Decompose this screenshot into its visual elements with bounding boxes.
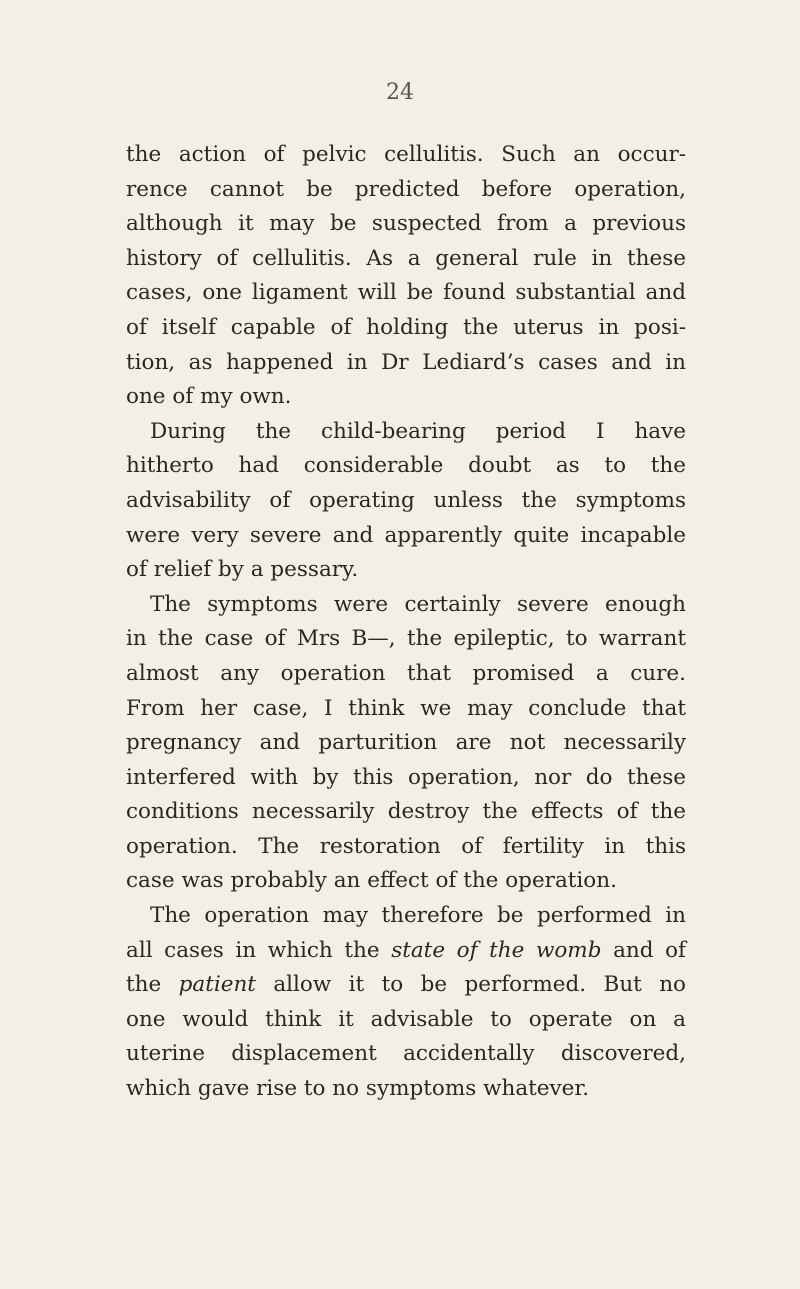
text-line: almost any operation that promised a cure. — [126, 660, 686, 686]
text-line: history of cellulitis. As a general rule in these — [126, 245, 686, 271]
text-line: in the case of Mrs B—, the epileptic, to warrant — [126, 626, 686, 652]
italic-text: patient — [178, 972, 256, 998]
text-line: tion, as happened in Dr Lediard’s cases and in — [126, 349, 686, 375]
text-line: interfered with by this operation, nor do these — [126, 764, 686, 790]
text-span: the — [126, 972, 179, 998]
body-text — [126, 138, 686, 1107]
text-line: From her case, I think we may conclude that — [126, 695, 686, 721]
text-line: the action of pelvic cellulitis. Such an occur- — [126, 142, 686, 167]
text-line: although it may be suspected from a previous — [126, 211, 686, 237]
italic-text: state of the womb — [391, 937, 602, 963]
text-line: The operation may therefore be performed in — [150, 903, 686, 929]
text-line: hitherto had considerable doubt as to the — [126, 453, 686, 479]
text-span: allow it to be performed. But no — [255, 972, 687, 998]
text-line: one of my own. — [126, 384, 292, 410]
text-line: case was probably an effect of the operation. — [126, 868, 617, 894]
text-line: which gave rise to no symptoms whatever. — [126, 1076, 590, 1102]
text-line: advisability of operating unless the symptoms — [126, 487, 686, 513]
text-line: During the child-bearing period I have — [150, 418, 686, 444]
text-line: operation. The restoration of fertility in this — [126, 833, 686, 859]
text-span: and of — [601, 937, 687, 963]
text-line: rence cannot be predicted before operation, — [126, 176, 686, 202]
text-line: one would think it advisable to operate on a — [126, 1006, 686, 1032]
text-line: of itself capable of holding the uterus in posi- — [126, 314, 686, 340]
text-line: pregnancy and parturition are not necessarily — [126, 730, 686, 756]
text-line — [126, 968, 686, 1003]
text-line: were very severe and apparently quite incapable — [126, 522, 686, 548]
paragraph — [126, 415, 686, 588]
text-span: all cases in which the — [126, 937, 392, 963]
text-line: cases, one ligament will be found substantial and — [126, 280, 686, 306]
text-line — [126, 934, 686, 969]
paragraph — [126, 899, 686, 1107]
page-number: 24 — [386, 80, 414, 105]
paragraph — [126, 588, 686, 899]
text-line: of relief by a pessary. — [126, 557, 359, 583]
paragraph — [126, 138, 686, 415]
text-line: conditions necessarily destroy the effects of the — [126, 799, 686, 825]
text-line: uterine displacement accidentally discovered, — [126, 1041, 686, 1067]
text-line: The symptoms were certainly severe enough — [150, 591, 686, 617]
